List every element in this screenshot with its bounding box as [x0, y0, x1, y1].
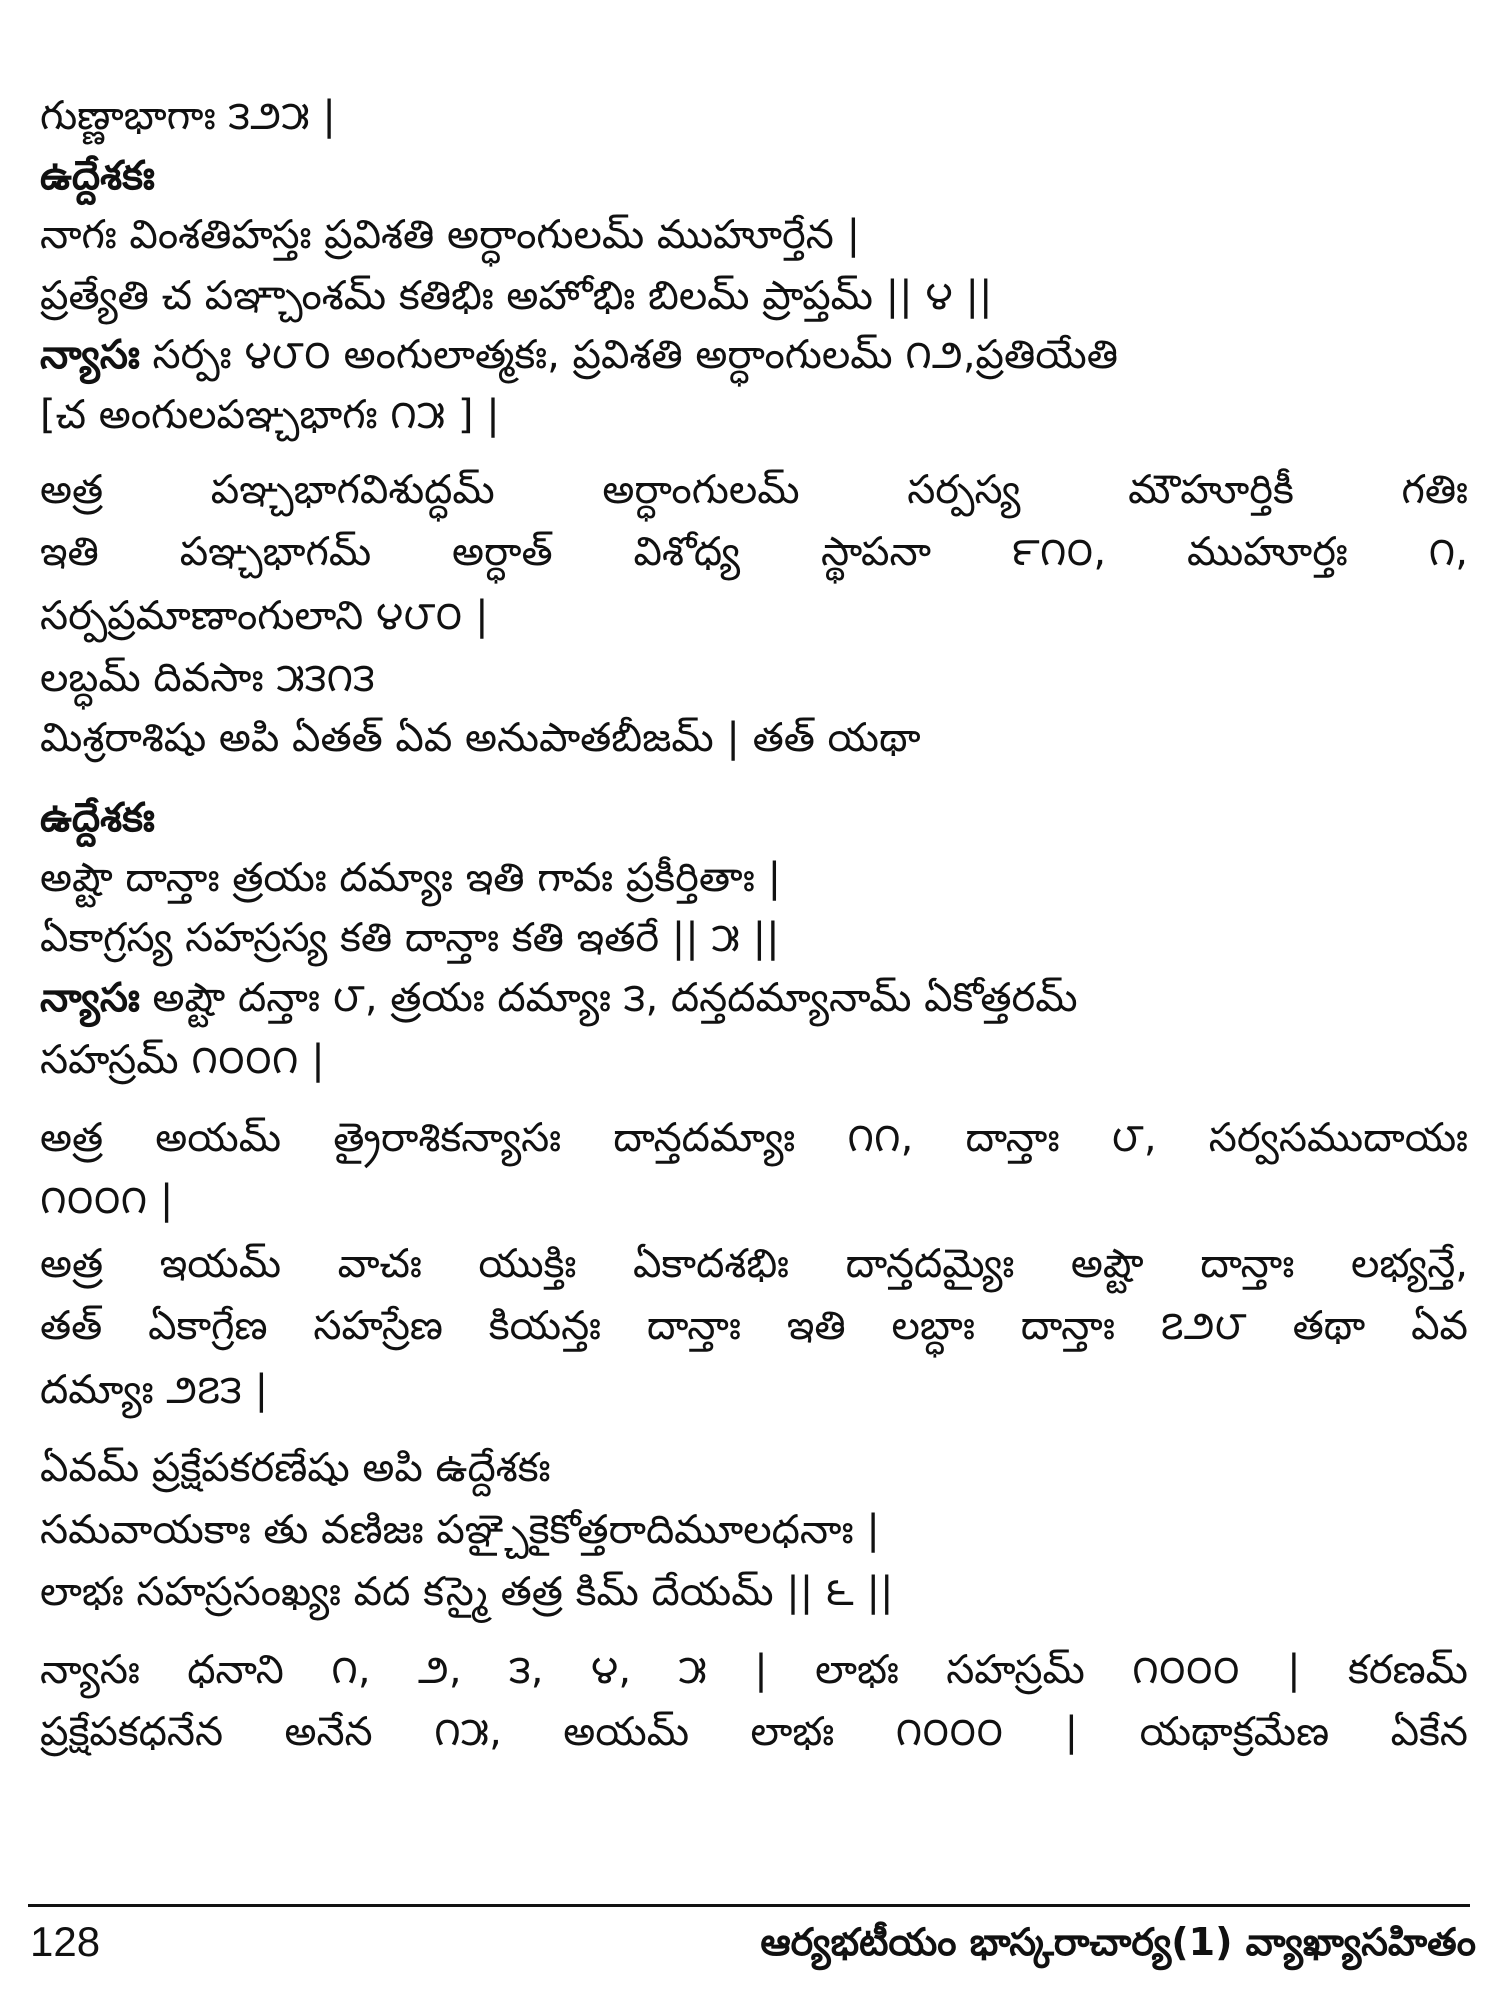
- text-line-17: అత్ర అయమ్ త్రైరాశికన్యాసః దాన్తదమ్యాః ౧౧, దాన్తాః ౮, సర్వసముదాయః: [40, 1115, 1468, 1161]
- nyasa-label: న్యాసః: [40, 975, 140, 1021]
- text-line-18: ౧౦౦౧ |: [40, 1177, 174, 1223]
- text-line-26: ప్రక్షేపకధనేన అనేన ౧౫, అయమ్ లాభః ౧౦౦౦ | యథాక్రమేణ ఏకేన: [40, 1709, 1468, 1755]
- text-line-7: అత్ర పఞ్చభాగవిశుద్ధమ్ అర్ధాంగులమ్ సర్పస్య మౌహూర్తికీ గతిః: [40, 467, 1468, 513]
- verse-line-2: ప్రత్యేతి చ పఞ్చాంశమ్ కతిభిః అహోభిః బిలమ్ ప్రాప్తమ్ || ౪ ||: [40, 273, 993, 319]
- text-line-22: ఏవమ్ ప్రక్షేపకరణేషు అపి ఉద్దేశకః: [40, 1445, 551, 1491]
- text-line-19: అత్ర ఇయమ్ వాచః యుక్తిః ఏకాదశభిః దాన్తదమ్యైః అష్టౌ దాన్తాః లభ్యన్తే,: [40, 1241, 1468, 1287]
- text-line-6: [చ అంగులపఞ్చభాగః ౧౫ ] |: [40, 392, 500, 438]
- running-title: ఆర్యభటీయం భాస్కరాచార్య(1) వ్యాఖ్యాసహితం: [760, 1920, 1476, 1964]
- nyasa-text: సర్పః ౪౮౦ అంగులాత్మకః, ప్రవిశతి అర్ధాంగులమ్ ౧౨,ప్రతియేతి: [139, 332, 1118, 378]
- nyasa-line-2: [40, 970, 1078, 1026]
- text-line-20: తత్ ఏకాగ్రేణ సహస్రేణ కియన్తః దాన్తాః ఇతి లబ్ధాః దాన్తాః ౭౨౮ తథా ఏవ: [40, 1303, 1468, 1349]
- verse-line-5: సమవాయకాః తు వణిజః పఞ్చైకైకోత్తరాదిమూలధనాః |: [40, 1507, 880, 1553]
- verse-line-4: ఏకాగ్రస్య సహస్రస్య కతి దాన్తాః కతి ఇతరే || ౫ ||: [40, 915, 780, 961]
- nyasa-line-1: [40, 327, 1118, 383]
- verse-line-1: నాగః వింశతిహస్తః ప్రవిశతి అర్ధాంగులమ్ ముహూర్తేన |: [40, 212, 861, 258]
- verse-line-3: అష్టౌ దాన్తాః త్రయః దమ్యాః ఇతి గావః ప్రకీర్తితాః |: [40, 855, 782, 901]
- text-line-8: ఇతి పఞ్చభాగమ్ అర్ధాత్ విశోధ్య స్థాపనా ౯౧౦, ముహూర్తః ౧,: [40, 529, 1468, 575]
- text-line-21: దమ్యాః ౨౭౩ |: [40, 1367, 269, 1413]
- text-line-1: గుణ్ణాభాగాః ౩౨౫ |: [40, 93, 336, 139]
- text-line-10: లబ్ధమ్ దివసాః ౫౩౧౩: [40, 655, 375, 701]
- footer-rule: [28, 1904, 1470, 1907]
- nyasa-text: అష్టౌ దన్తాః ౮, త్రయః దమ్యాః ౩, దన్తదమ్యానామ్ ఏకోత్తరమ్: [139, 975, 1078, 1021]
- verse-line-6: లాభః సహస్రసంఖ్యః వద కస్మై తత్ర కిమ్ దేయమ్ || ౬ ||: [40, 1569, 894, 1615]
- text-line-9: సర్పప్రమాణాంగులాని ౪౮౦ |: [40, 593, 489, 639]
- nyasa-label: న్యాసః: [40, 332, 140, 378]
- heading-uddeshaka-2: ఉద్దేశకః: [40, 795, 155, 841]
- text-line-25: న్యాసః ధనాని ౧, ౨, ౩, ౪, ౫ | లాభః సహస్రమ్ ౧౦౦౦ | కరణమ్: [40, 1647, 1468, 1693]
- document-page: [40, 0, 1470, 2000]
- page-number: 128: [30, 1918, 101, 1965]
- text-line-16: సహస్రమ్ ౧౦౦౧ |: [40, 1037, 325, 1083]
- text-line-11: మిశ్రరాశిషు అపి ఏతత్ ఏవ అనుపాతబీజమ్ | తత్ యథా: [40, 715, 921, 761]
- heading-uddeshaka-1: ఉద్దేశకః: [40, 153, 155, 199]
